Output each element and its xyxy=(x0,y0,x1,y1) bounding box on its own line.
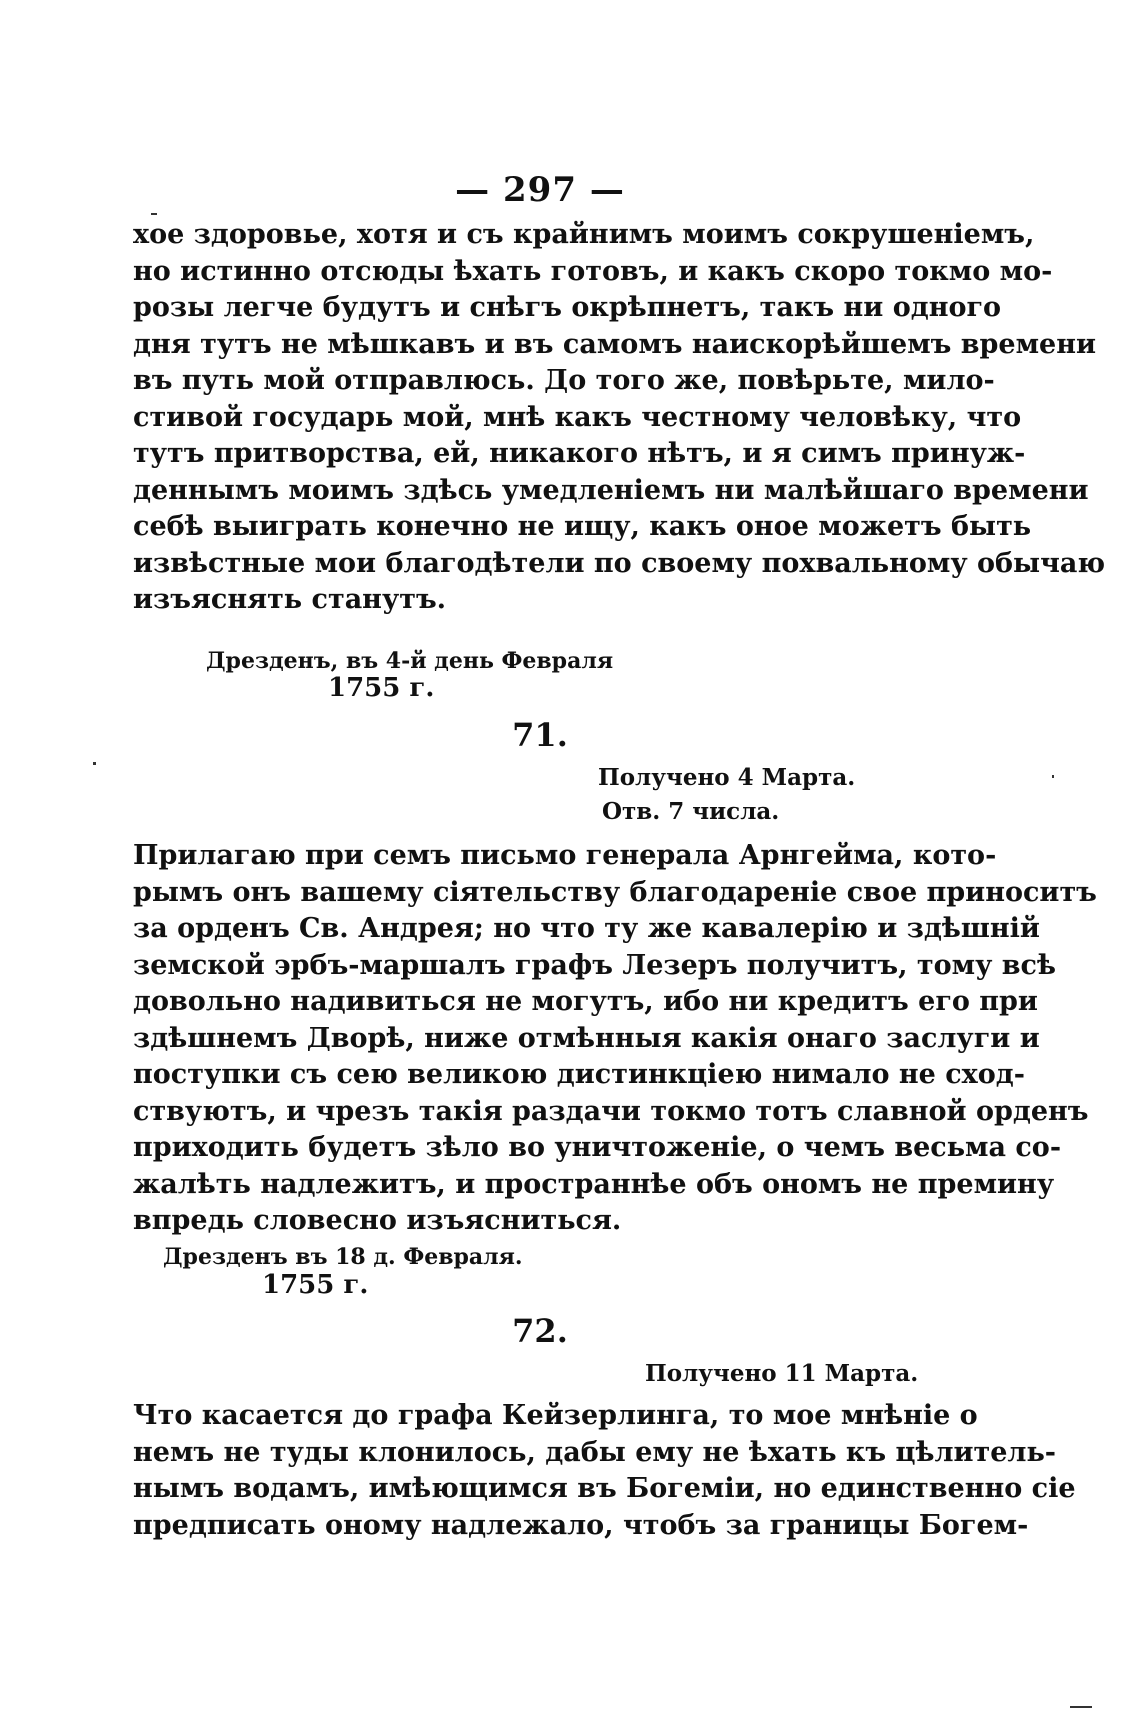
text-line: рымъ онъ вашему сіятельству благодареніе свое приноситъ xyxy=(133,876,1097,908)
text-line: розы легче будутъ и снѣгъ окрѣпнетъ, такъ ни одного xyxy=(133,292,1002,323)
letter-71-answered: Отв. 7 числа. xyxy=(602,798,780,825)
text-line: нымъ водамъ, имѣющимся въ Богеміи, но единственно сіе xyxy=(133,1473,1076,1504)
letter-71-received: Получено 4 Марта. xyxy=(598,764,856,791)
text-line: довольно надивиться не могутъ, ибо ни кредитъ его при xyxy=(133,986,1038,1017)
letter-72-received: Получено 11 Марта. xyxy=(645,1360,919,1387)
page-number: — 297 — xyxy=(455,170,625,210)
letter-70-signature-year: 1755 г. xyxy=(328,673,435,703)
text-line: поступки съ сею великою дистинкціею нимало не сход- xyxy=(133,1059,1025,1090)
letter-71-signature-year: 1755 г. xyxy=(262,1270,369,1300)
text-line: приходить будетъ зѣло во уничтоженіе, о чемъ весьма со- xyxy=(133,1132,1062,1163)
text-line: немъ не туды клонилось, дабы ему не ѣхать къ цѣлитель- xyxy=(133,1436,1056,1468)
text-line: стивой государь мой, мнѣ какъ честному человѣку, что xyxy=(133,401,1022,433)
text-line: въ путь мой отправлюсь. До того же, повѣрьте, мило- xyxy=(133,365,995,396)
letter-71-number: 71. xyxy=(512,716,568,754)
text-line: ствуютъ, и чрезъ такія раздачи токмо тотъ славной орденъ xyxy=(133,1095,1089,1127)
letter-70-signature-place: Дрезденъ, въ 4-й день Февраля xyxy=(206,648,614,674)
text-line: Что касается до графа Кейзерлинга, то мое мнѣніе о xyxy=(133,1400,978,1431)
text-line: здѣшнемъ Дворѣ, ниже отмѣнныя какія онаго заслуги и xyxy=(133,1022,1040,1054)
text-line: предписать оному надлежало, чтобъ за границы Богем- xyxy=(133,1509,1029,1541)
letter-71-text xyxy=(133,838,1097,1240)
scan-speck xyxy=(151,213,157,215)
letter-70-text xyxy=(133,217,1106,619)
letter-72-number: 72. xyxy=(512,1312,568,1350)
text-line: за орденъ Св. Андрея; но что ту же кавалерію и здѣшній xyxy=(133,913,1040,944)
letter-71-signature-place: Дрезденъ въ 18 д. Февраля. xyxy=(163,1244,523,1270)
text-line: жалѣть надлежитъ, и пространнѣе объ ономъ не премину xyxy=(133,1168,1055,1200)
text-line: себѣ выиграть конечно не ищу, какъ оное можетъ быть xyxy=(133,511,1032,542)
text-line: но истинно отсюды ѣхать готовъ, и какъ скоро токмо мо- xyxy=(133,255,1053,287)
scan-speck xyxy=(93,762,96,765)
text-line: впредь словесно изъясниться. xyxy=(133,1205,622,1236)
text-line: Прилагаю при семъ письмо генерала Арнгейма, кото- xyxy=(133,840,997,871)
scan-speck xyxy=(1052,775,1054,778)
text-line: тутъ притворства, ей, никакого нѣтъ, и я симъ принуж- xyxy=(133,438,1026,469)
text-line: хое здоровье, хотя и съ крайнимъ моимъ сокрушеніемъ, xyxy=(133,219,1035,250)
text-line: извѣстные мои благодѣтели по своему похвальному обычаю xyxy=(133,547,1106,579)
scan-speck xyxy=(1070,1706,1092,1708)
text-line: земской эрбъ-маршалъ графъ Лезеръ получитъ, тому всѣ xyxy=(133,949,1056,981)
text-line: деннымъ моимъ здѣсь умедленіемъ ни малѣйшаго времени xyxy=(133,474,1089,506)
text-line: дня тутъ не мѣшкавъ и въ самомъ наискорѣйшемъ времени xyxy=(133,328,1096,360)
letter-72-text xyxy=(133,1398,1076,1544)
text-line: изъяснять станутъ. xyxy=(133,584,447,615)
